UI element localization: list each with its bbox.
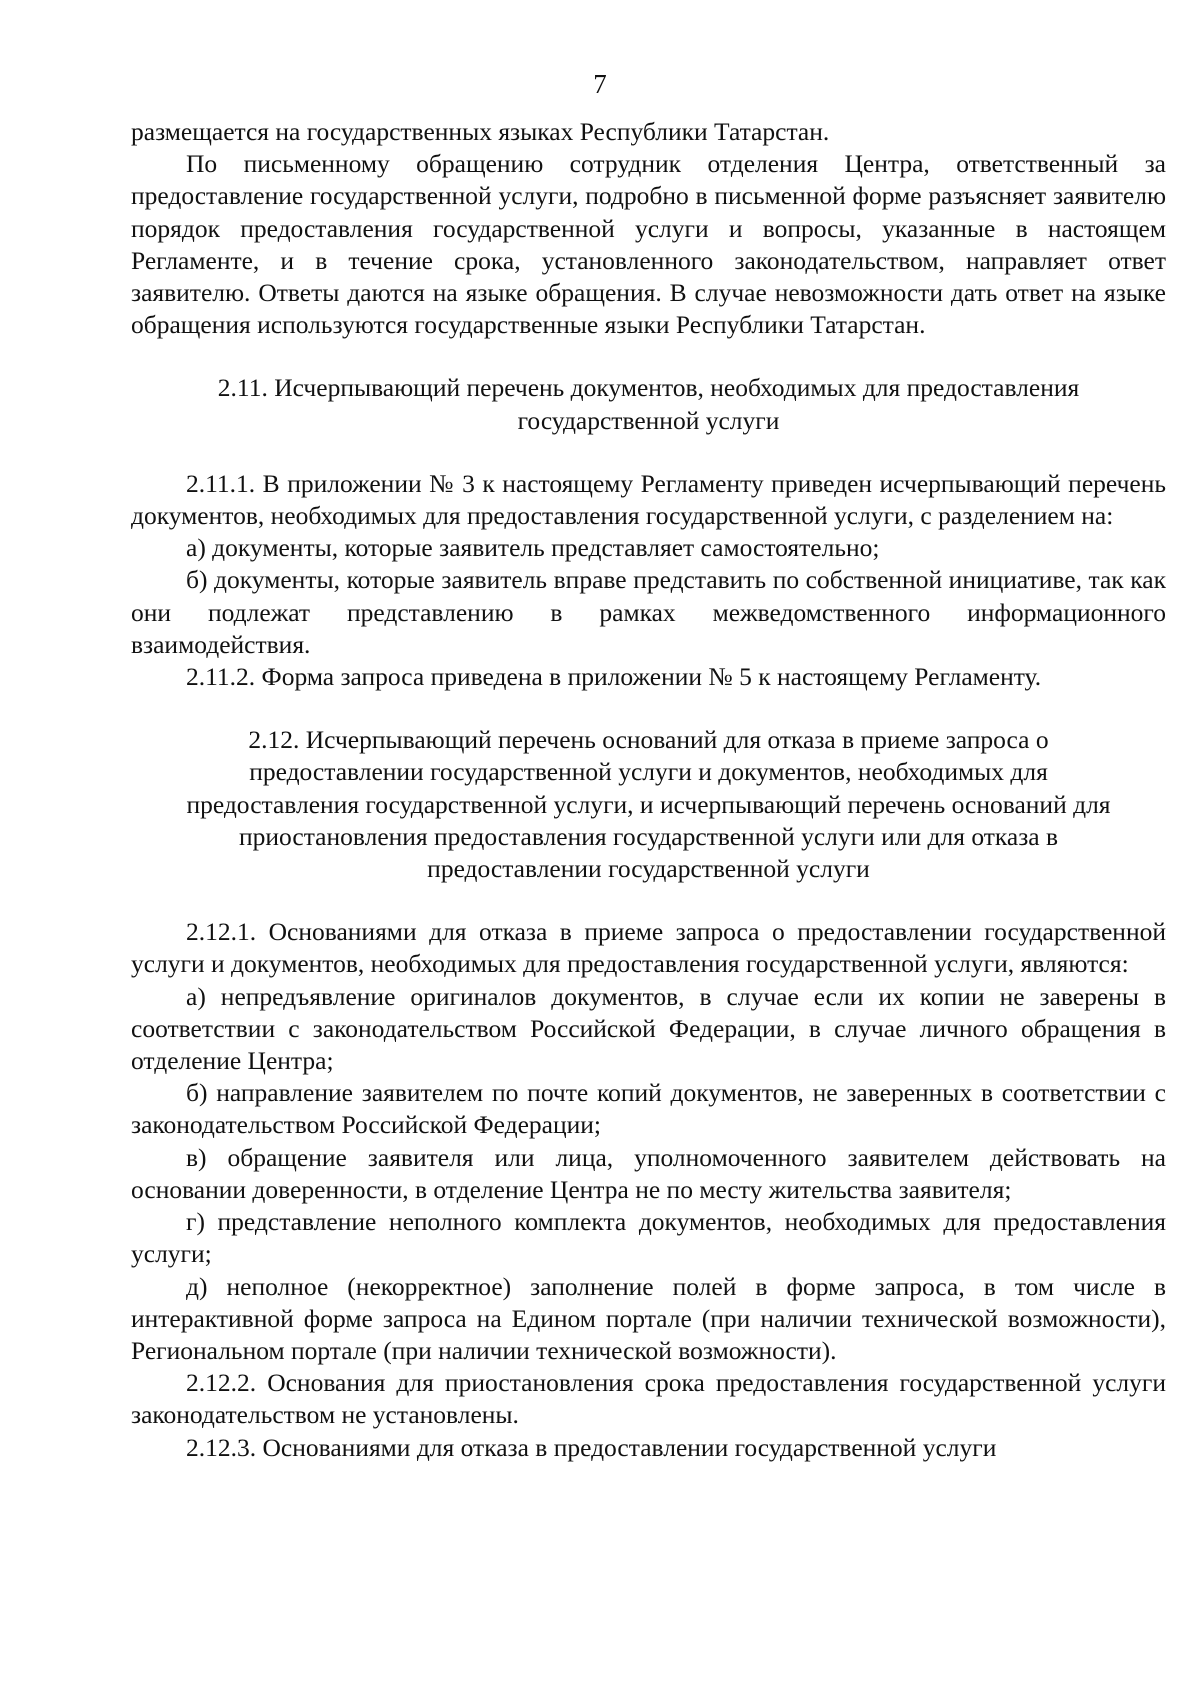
- page-number: 7: [593, 69, 607, 99]
- list-item-2-12-d: д) неполное (некорректное) заполнение полей в форме запроса, в том числе в интерактивной форме запроса на Едином портале (при наличии технической возможности), Региональном портале (при наличии технической возможности).: [131, 1271, 1166, 1365]
- list-item-2-12-g: г) представление неполного комплекта документов, необходимых для предоставления услуги;: [131, 1207, 1166, 1269]
- section-heading-2-12: 2.12. Исчерпывающий перечень оснований для отказа в приеме запроса о предоставлении государственной услуги и документов, необходимых для предоставления государственной услуги, и исчерпывающий перечень оснований для приостановления предоставления государственной услуги или для отказа в предоставлении государственной услуги: [186, 725, 1111, 884]
- list-item-2-12-v: в) обращение заявителя или лица, уполномоченного заявителем действовать на основании доверенности, в отделение Центра не по месту жительства заявителя;: [131, 1142, 1166, 1204]
- paragraph-2-12-3: 2.12.3. Основаниями для отказа в предоставлении государственной услуги: [186, 1432, 997, 1462]
- list-item-2-12-a: а) непредъявление оригиналов документов, в случае если их копии не заверены в соответствии с законодательством Российской Федерации, в случае личного обращения в отделение Центра;: [131, 981, 1166, 1076]
- paragraph-2-11-1: 2.11.1. В приложении № 3 к настоящему Регламенту приведен исчерпывающий перечень документов, необходимых для предоставления государственной услуги, с разделением на:: [131, 468, 1166, 531]
- paragraph-2-11-2: 2.11.2. Форма запроса приведена в приложении № 5 к настоящему Регламенту.: [186, 662, 1042, 692]
- paragraph-continuation: размещается на государственных языках Республики Татарстан.: [131, 117, 830, 146]
- paragraph-2-12-1: 2.12.1. Основаниями для отказа в приеме запроса о предоставлении государственной услуги и документов, необходимых для предоставления государственной услуги, являются:: [131, 917, 1166, 979]
- list-item-2-11-a: а) документы, которые заявитель представляет самостоятельно;: [186, 533, 880, 563]
- paragraph-2-12-2: 2.12.2. Основания для приостановления срока предоставления государственной услуги законодательством не установлены.: [131, 1368, 1166, 1430]
- list-item-2-11-b: б) документы, которые заявитель вправе представить по собственной инициативе, так как они подлежат представлению в рамках межведомственного информационного взаимодействия.: [131, 565, 1166, 659]
- document-body: [131, 116, 1166, 1464]
- list-item-2-12-b: б) направление заявителем по почте копий документов, не заверенных в соответствии с законодательством Российской Федерации;: [131, 1078, 1166, 1140]
- paragraph-written-request: По письменному обращению сотрудник отделения Центра, ответственный за предоставление государственной услуги, подробно в письменной форме разъясняет заявителю порядок предоставления государственной услуги и вопросы, указанные в настоящем Регламенте, и в течение срока, установленного законодательством, направляет ответ заявителю. Ответы даются на языке обращения. В случае невозможности дать ответ на языке обращения используются государственные языки Республики Татарстан.: [131, 149, 1166, 340]
- section-heading-2-11: 2.11. Исчерпывающий перечень документов, необходимых для предоставления государственной услуги: [217, 373, 1080, 435]
